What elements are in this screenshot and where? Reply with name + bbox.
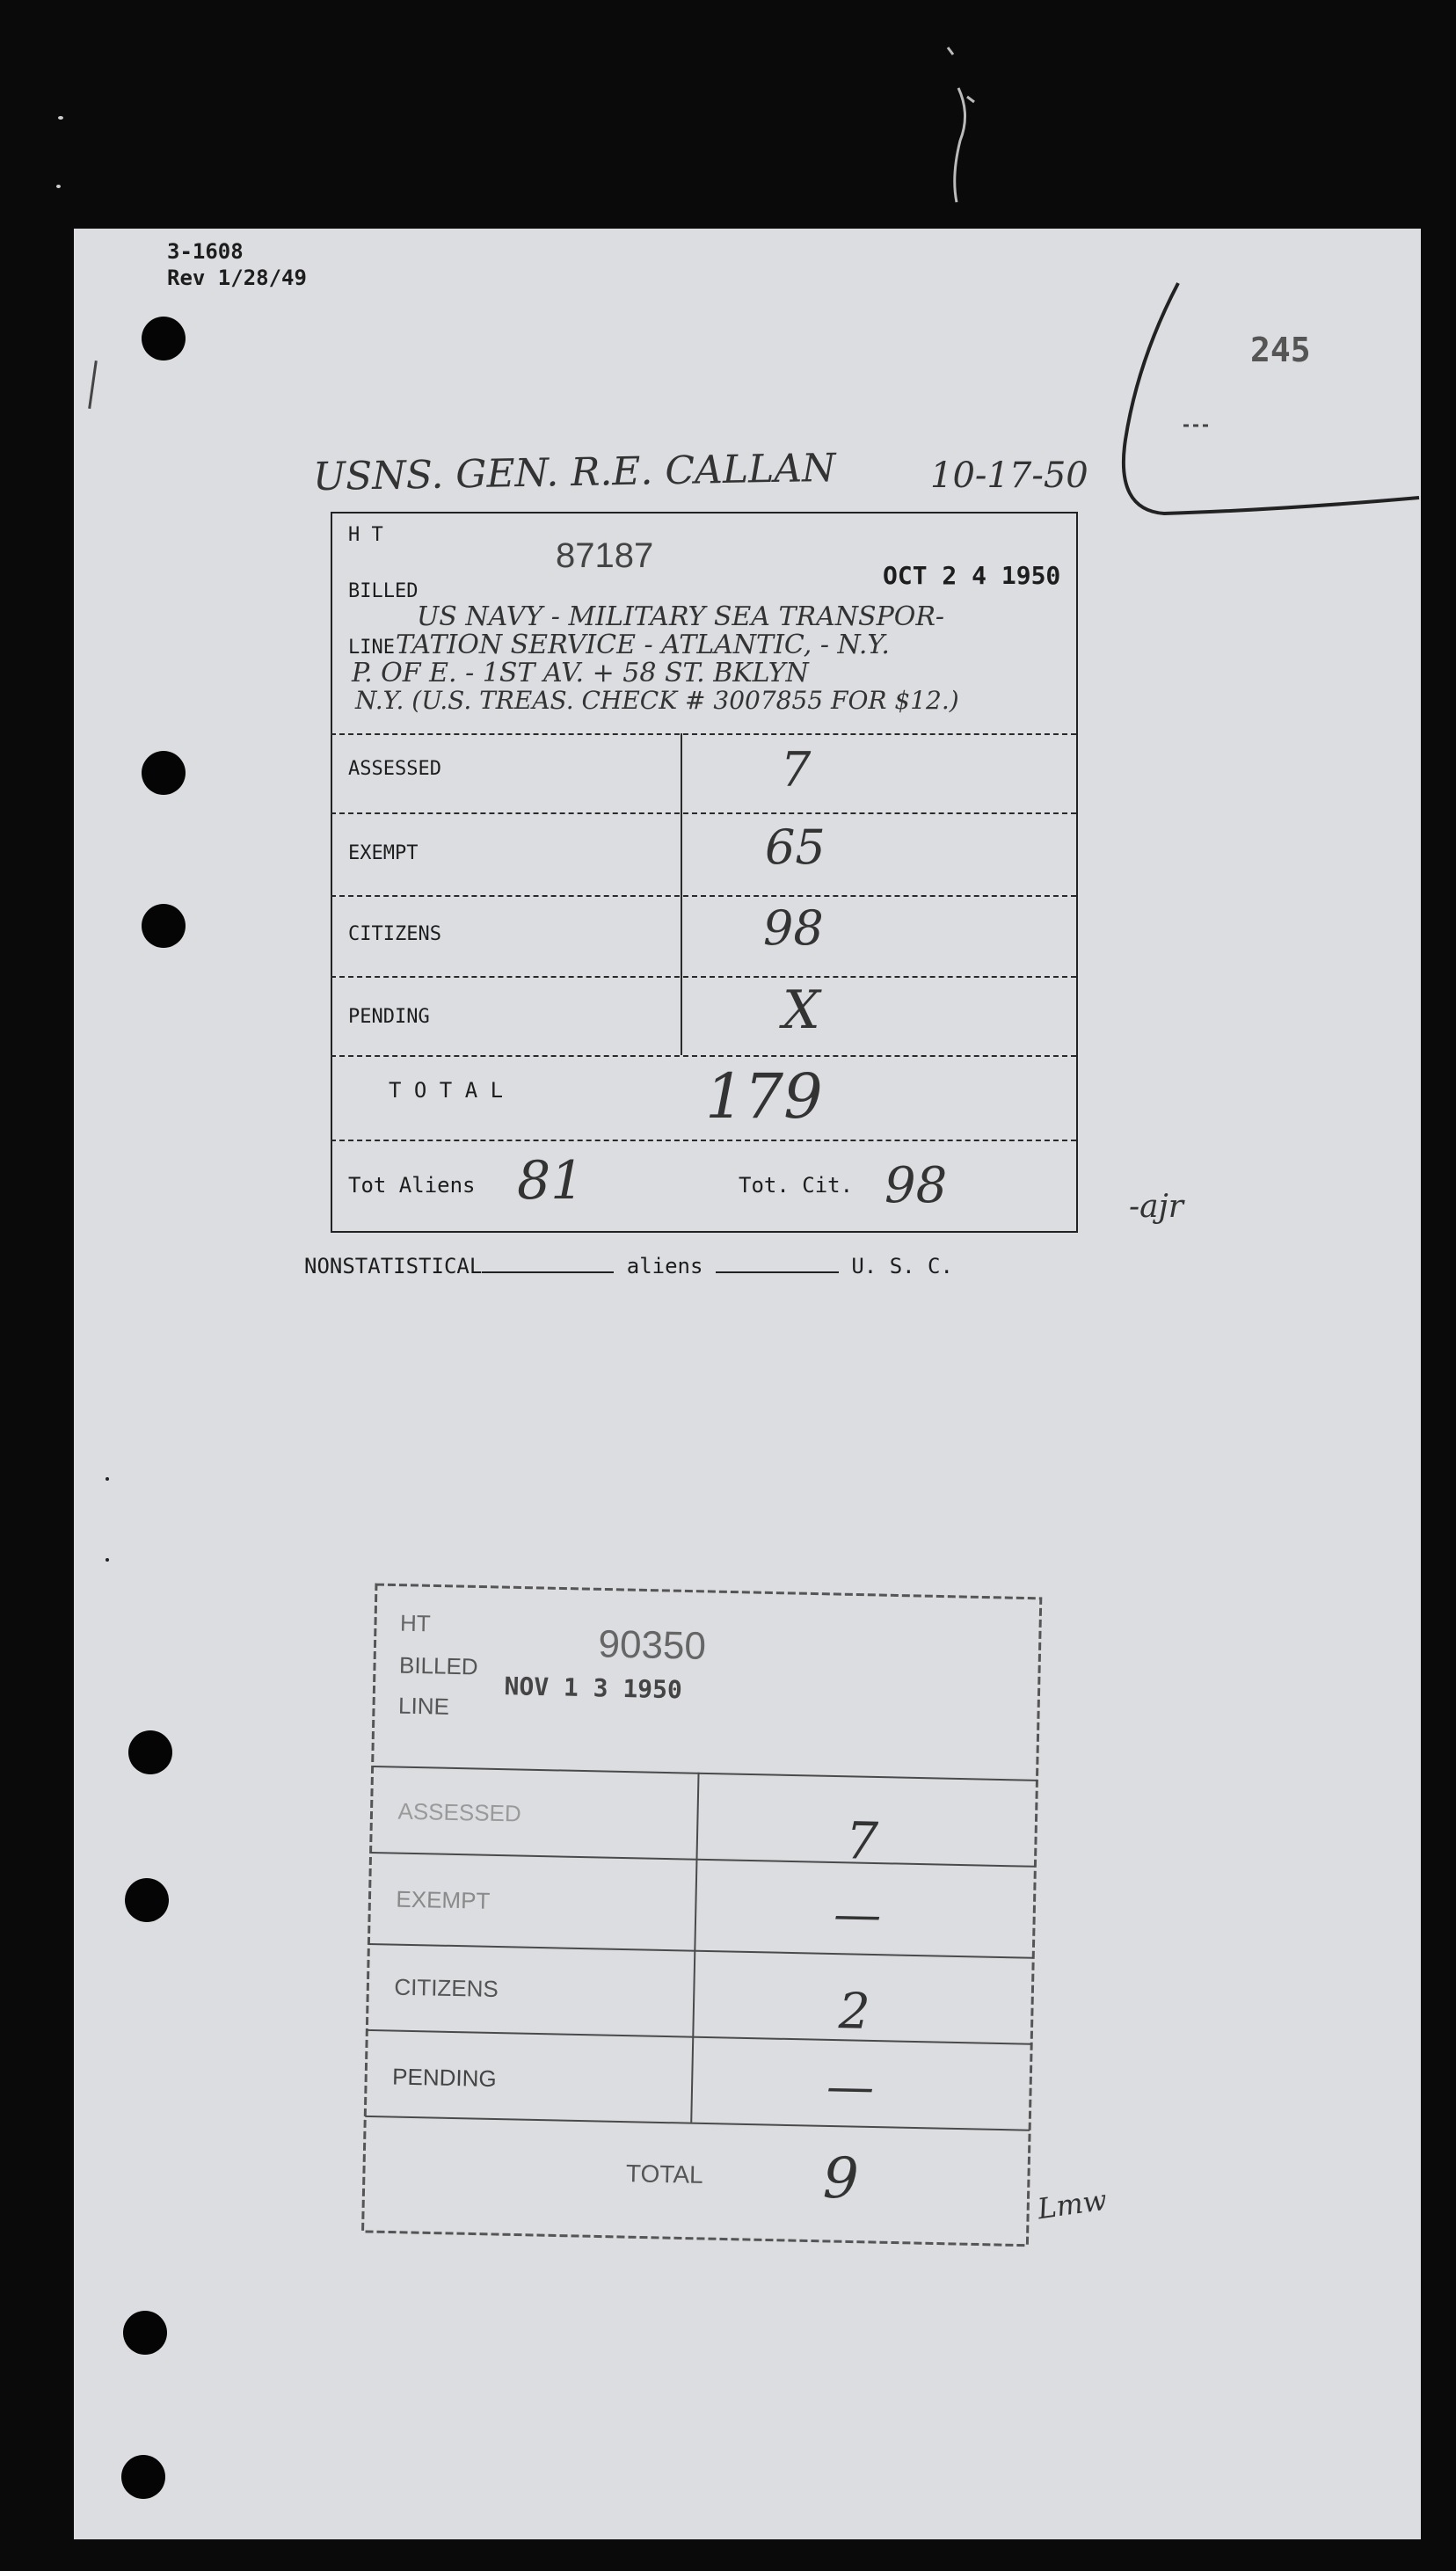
label-aliens: aliens <box>626 1254 703 1278</box>
curve-mark <box>1103 281 1421 563</box>
label-ht: H T <box>348 524 383 546</box>
label-billed-2: BILLED <box>398 1651 478 1680</box>
value-pending: X <box>783 980 820 1041</box>
margin-stroke <box>88 361 98 409</box>
margin-scribble <box>932 35 1002 211</box>
punch-hole <box>125 1878 169 1922</box>
label-exempt: EXEMPT <box>348 842 419 864</box>
value-citizens-2: 2 <box>838 1983 871 2041</box>
divider <box>331 733 1076 735</box>
label-nonstatistical: NONSTATISTICAL <box>304 1254 483 1278</box>
label-pending-2: PENDING <box>391 2063 498 2093</box>
nonstatistical-line <box>304 1254 953 1278</box>
value-pending-2: — <box>826 2058 875 2116</box>
divider <box>331 1055 1076 1057</box>
value-assessed: 7 <box>781 742 812 798</box>
edge-mark <box>56 185 61 188</box>
divider <box>331 812 1076 814</box>
vessel-name: USNS. GEN. R.E. CALLAN <box>312 445 836 500</box>
label-tot-cit: Tot. Cit. <box>739 1173 854 1198</box>
value-assessed-2: 7 <box>845 1810 879 1872</box>
stamp-date: OCT 2 4 1950 <box>883 561 1061 590</box>
label-assessed-2: ASSESSED <box>397 1797 522 1827</box>
value-exempt-2: — <box>833 1886 882 1943</box>
edge-mark <box>106 1558 109 1562</box>
stamp-date-2: NOV 1 3 1950 <box>504 1672 683 1705</box>
label-assessed: ASSESSED <box>348 758 441 780</box>
label-ht-2: HT <box>399 1609 432 1637</box>
punch-hole <box>142 317 186 361</box>
label-total: T O T A L <box>389 1078 504 1103</box>
label-citizens: CITIZENS <box>348 923 441 945</box>
label-billed: BILLED <box>348 580 419 602</box>
label-citizens-2: CITIZENS <box>394 1973 499 2003</box>
label-line: LINE <box>348 637 395 659</box>
blank-field <box>716 1254 839 1273</box>
initials-1: -ajr <box>1129 1189 1183 1225</box>
divider <box>331 1140 1076 1141</box>
line-text-1: US NAVY - MILITARY SEA TRANSPOR- <box>417 601 945 632</box>
serial-number: 87187 <box>556 536 654 575</box>
form-number: 3-1608 <box>167 239 244 264</box>
column-divider <box>681 733 682 1055</box>
line-text-2: TATION SERVICE - ATLANTIC, - N.Y. <box>396 630 890 660</box>
label-exempt-2: EXEMPT <box>396 1885 491 1914</box>
vessel-date: 10-17-50 <box>930 455 1088 496</box>
divider <box>331 895 1076 897</box>
line-text-3: P. OF E. - 1ST AV. + 58 ST. BKLYN <box>352 658 809 688</box>
inspection-card-2 <box>361 1583 1043 2247</box>
punch-hole <box>142 751 186 795</box>
edge-mark <box>106 1477 109 1481</box>
punch-hole <box>121 2455 165 2499</box>
label-pending: PENDING <box>348 1006 430 1028</box>
line-text-4: N.Y. (U.S. TREAS. CHECK # 3007855 FOR $12.) <box>355 686 959 715</box>
form-sheet <box>74 229 1421 2539</box>
value-total: 179 <box>705 1060 823 1133</box>
serial-number-2: 90350 <box>598 1622 707 1668</box>
punch-hole <box>142 904 186 948</box>
label-total-2: TOTAL <box>625 2159 703 2189</box>
initials-2: Lmw <box>1035 2182 1110 2226</box>
label-line-2: LINE <box>397 1692 450 1720</box>
value-citizens: 98 <box>763 900 824 956</box>
value-total-2: 9 <box>822 2145 860 2212</box>
label-usc: U. S. C. <box>851 1254 953 1278</box>
value-tot-cit: 98 <box>885 1157 948 1214</box>
value-exempt: 65 <box>765 819 826 875</box>
divider <box>331 976 1076 978</box>
form-revision: Rev 1/28/49 <box>167 266 307 290</box>
card-2-frame <box>361 1583 1043 2247</box>
punch-hole <box>128 1730 172 1774</box>
blank-field <box>482 1254 614 1273</box>
value-tot-aliens: 81 <box>517 1150 585 1212</box>
label-tot-aliens: Tot Aliens <box>348 1173 476 1198</box>
page-number: 245 <box>1250 331 1311 369</box>
edge-mark <box>58 116 63 120</box>
punch-hole <box>123 2311 167 2355</box>
